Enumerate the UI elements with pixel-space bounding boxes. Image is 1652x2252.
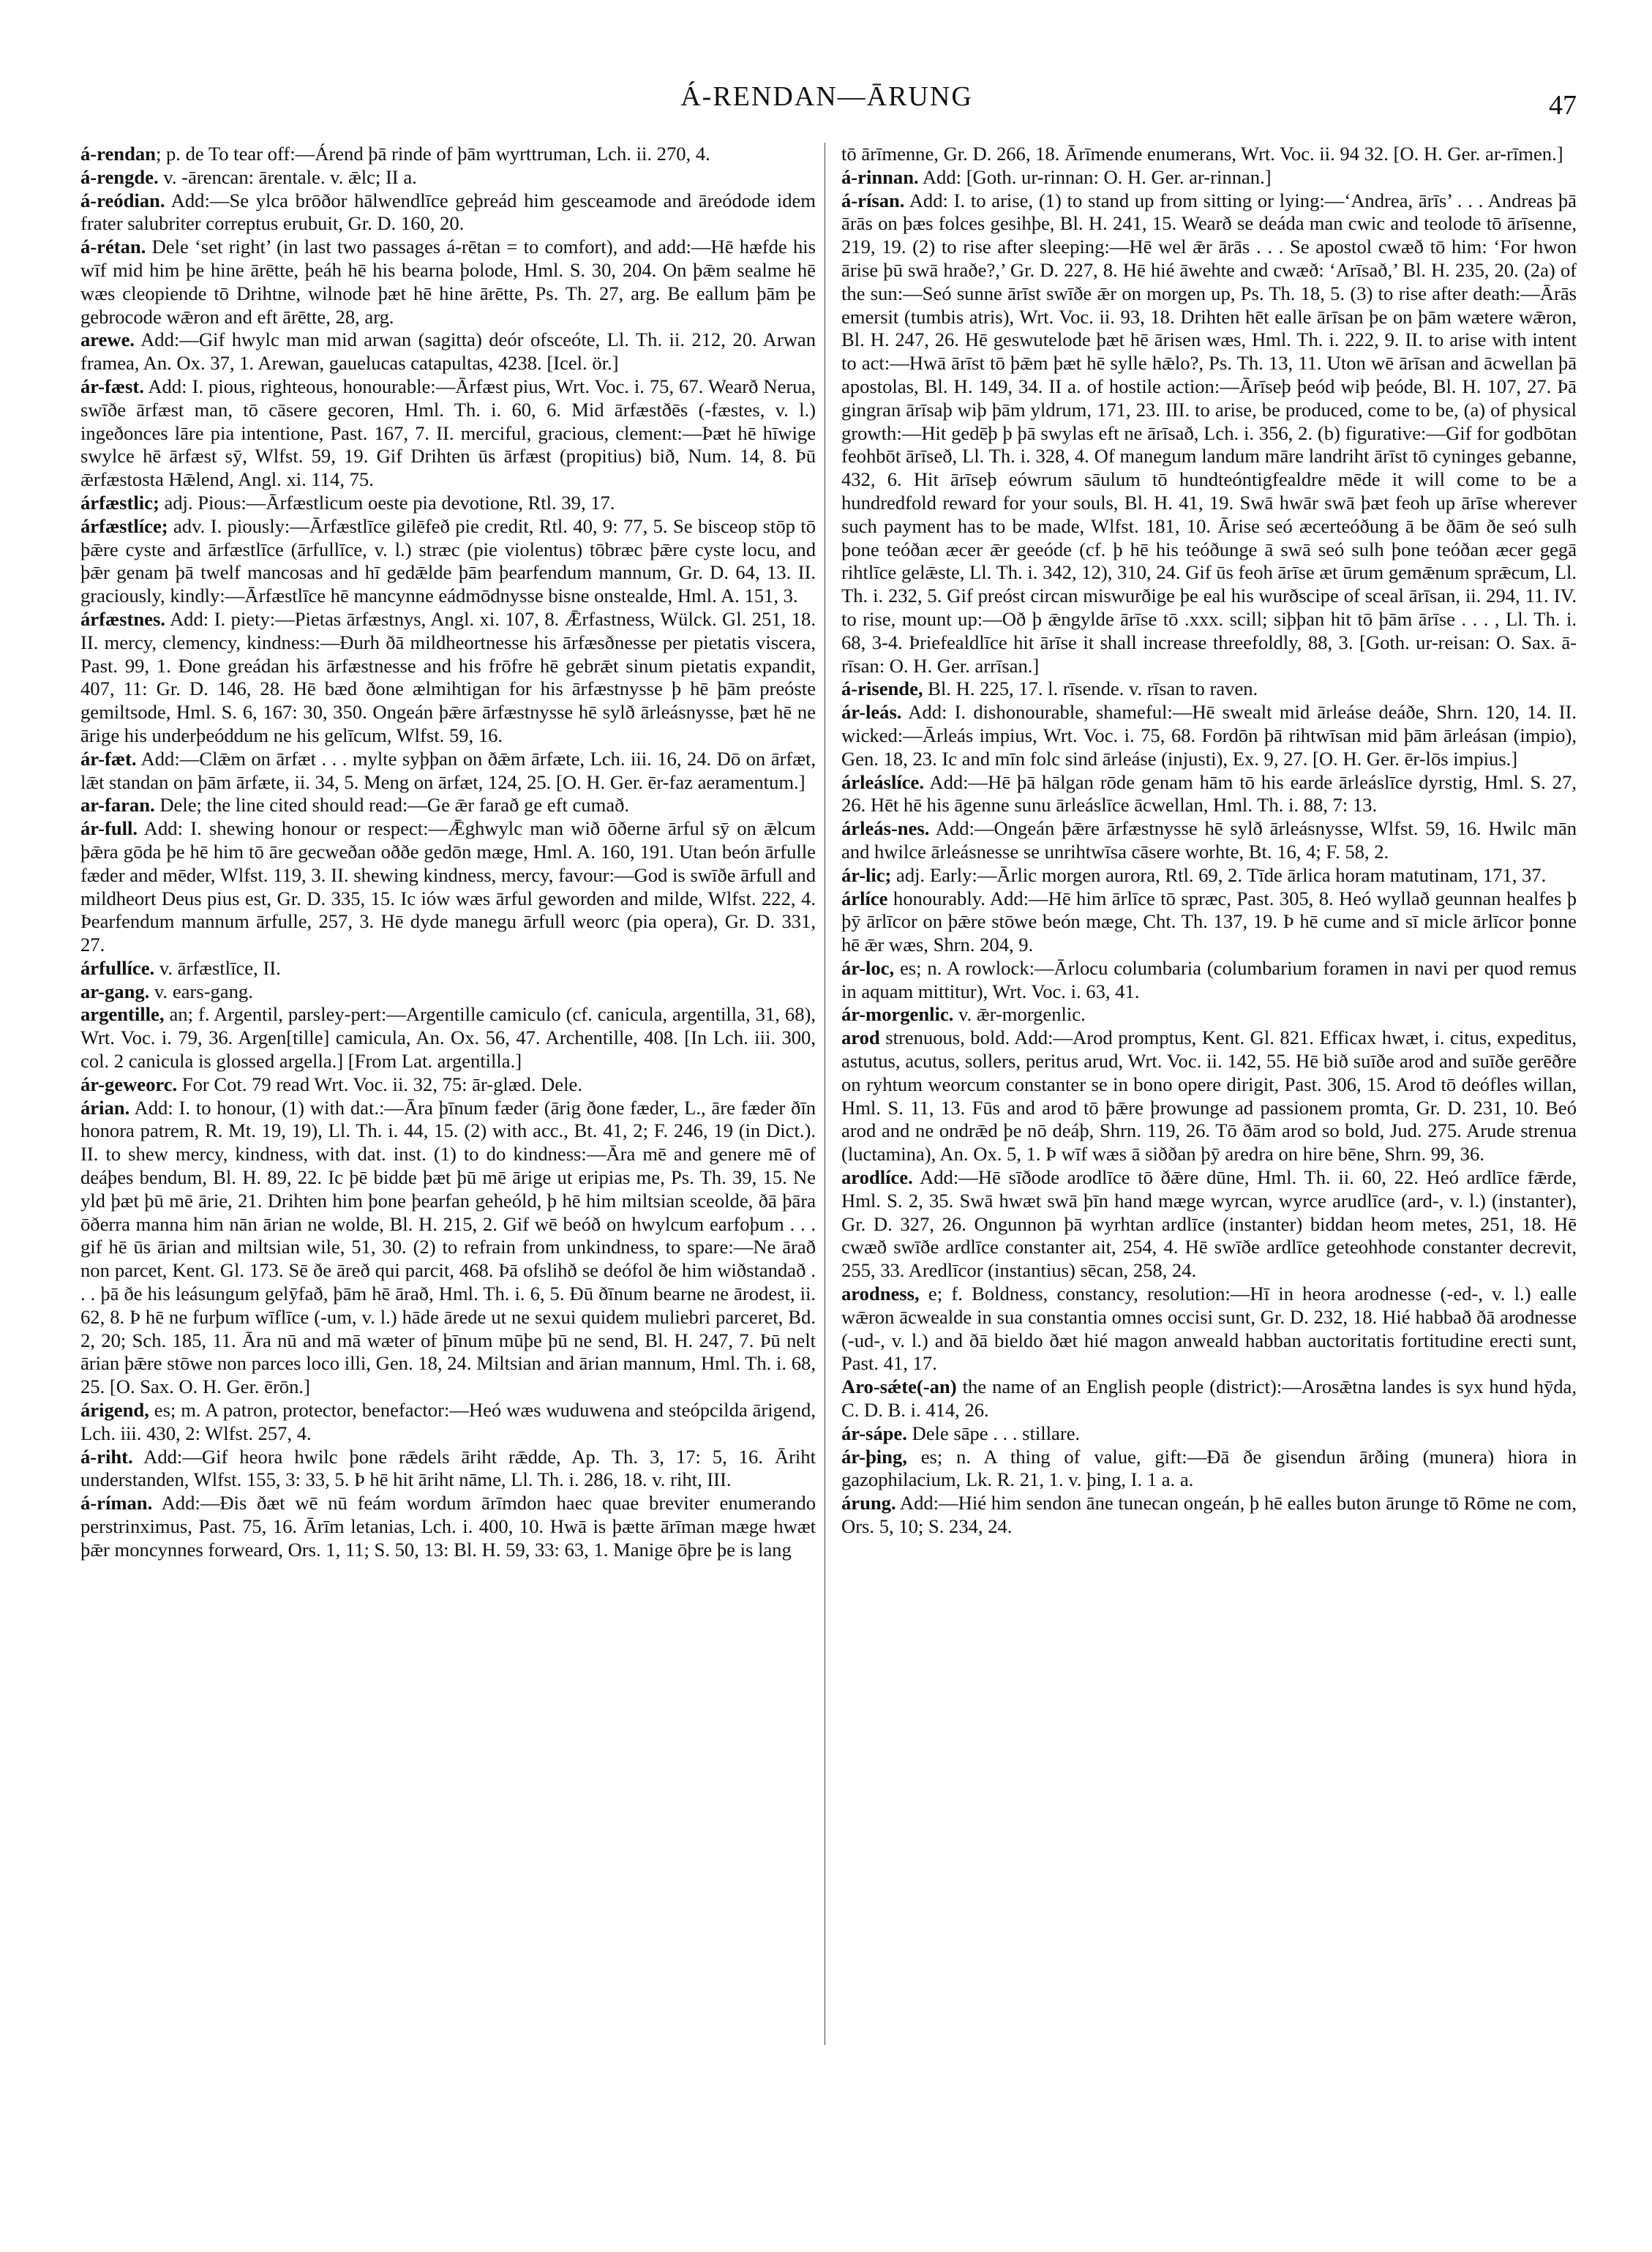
entry-text: Add: I. piety:—Pietas ārfæstnys, Angl. xi. 107, 8. Ǣrfastness, Wülck. Gl. 251, 18. II. mercy, clemency, kindness:—Ðurh ðā mildheortnesse his ārfæsðnesse per pietatis viscera, Past. 99, 1. Ðone greádan his ārfæstnesse and his frōfre hē gebrǣt sinum pietatis expandit, 407, 11: Gr. D. 146, 28. Hē bæd ðone ælmihtigan for his ārfæstnysse þ hē þām preóste gemiltsode, Hml. S. 6, 167: 30, 350. Ongeán þǣre ārfæstnysse hē sylð ārleásnysse, þæt hē ne ārige his underþeóddum ne his gelīcum, Wlfst. 59, 16.	[80, 607, 816, 746]
entry-headword: argentille,	[80, 1003, 165, 1026]
entry-text: Dele; the line cited should read:—Ge ǣr farað ge eft cumað.	[154, 794, 630, 817]
dictionary-entry	[841, 1166, 1577, 1283]
dictionary-entry	[841, 817, 1577, 864]
entry-headword: árleáslíce.	[841, 770, 924, 793]
entry-headword: á-rengde.	[80, 165, 159, 188]
entry-text: Dele sāpe . . . stillare.	[906, 1422, 1081, 1444]
entry-text: ; p. de To tear off:—Árend þā rinde of þām wyrttruman, Lch. ii. 270, 4.	[155, 143, 710, 165]
entry-headword: á-rendan	[80, 143, 156, 165]
entry-headword: árfæstlic;	[80, 491, 159, 514]
dictionary-entry	[80, 492, 816, 515]
entry-text: Add: I. dishonourable, shameful:—Hē swealt mid ārleáse deáðe, Shrn. 120, 14. II. wicked:—Ārleás impius, Wrt. Voc. i. 75, 68. Fordōn þā rihtwīsan mid þām ārleásan (impio), Gen. 18, 23. Ic and mīn folc sind ārleáse (injusti), Ex. 9, 27. [O. H. Ger. ēr-lōs impius.]	[841, 701, 1577, 770]
dictionary-entry	[80, 1492, 816, 1561]
entry-text: strenuous, bold. Add:—Arod promptus, Kent. Gl. 821. Efficax hwæt, i. citus, expeditus, astutus, acutus, sollers, peritus arud, Wrt. Voc. ii. 142, 55. Hē bið suīðe arod and suīðe gerēðre on ryhtum weorcum constanter se in bono opere dirigit, Past. 306, 15. Arod tō deófles willan, Hml. S. 11, 13. Fūs and arod tō þǣre þrowunge ad passionem promta, Gr. D. 231, 10. Beó arod and ne ondrǣd þe nō deáþ, Shrn. 119, 26. Tō ðām arod so bold, Jud. 275. Arude strenua (luctamina), An. Ox. 5, 1. Þ wīf wæs ā siððan þȳ aredra on hire bēne, Shrn. 99, 36.	[841, 1026, 1577, 1166]
entry-headword: árfullíce.	[80, 956, 155, 979]
dictionary-entry	[80, 1003, 816, 1073]
dictionary-entry	[841, 678, 1577, 701]
entry-headword: ár-sápe.	[841, 1422, 907, 1444]
dictionary-entry	[80, 1446, 816, 1493]
entry-headword: á-rísan.	[841, 189, 905, 211]
entry-text: Bl. H. 225, 17. l. rīsende. v. rīsan to raven.	[923, 678, 1258, 700]
entry-text: Add:—Hē sīðode arodlīce tō ðǣre dūne, Hml. Th. ii. 60, 22. Heó ardlīce fǣrde, Hml. S. 2, 35. Swā hwæt swā þīn hand mæge wyrcan, wyrce arudlīce (ard-, v. l.) (instanter), Gr. D. 327, 26. Ongunnon þā wyrhtan ardlīce (instanter) biddan heom metes, 251, 18. Hē cwæð swīðe ardlīce constanter ait, 254, 4. Hē swīðe ardlīce geteohhode constanter decrevit, 255, 33. Aredlīcor (instantius) sēcan, 258, 24.	[841, 1166, 1577, 1282]
entry-text: v. ears-gang.	[149, 980, 253, 1002]
dictionary-entry	[841, 1026, 1577, 1166]
dictionary-entry	[80, 980, 816, 1004]
entry-headword: ar-faran.	[80, 794, 155, 817]
entry-headword: á-rinnan.	[841, 165, 919, 188]
dictionary-entry	[841, 143, 1577, 166]
dictionary-entry	[841, 1283, 1577, 1375]
entry-headword: á-risende,	[841, 678, 923, 700]
entry-headword: á-ríman.	[80, 1492, 153, 1515]
entry-headword: ár-lic;	[841, 863, 892, 886]
entry-text: es; n. A thing of value, gift:—Ðā ðe gisendun ārðing (munera) hiora in gazophilacium, Lk. R. 21, 1. v. þing, I. 1 a. a.	[841, 1445, 1577, 1491]
entry-text: For Cot. 79 read Wrt. Voc. ii. 32, 75: ār-glæd. Dele.	[177, 1073, 583, 1095]
entry-text: Add:—Hē þā hālgan rōde genam hām tō his earde ārleáslīce dyrstig, Hml. S. 27, 26. Hēt hē his āgenne sunu ārleáslīce ācwellan, Hml. Th. i. 88, 7: 13.	[841, 770, 1577, 817]
dictionary-entry	[80, 817, 816, 957]
entry-text: adj. Early:—Ārlic morgen aurora, Rtl. 69, 2. Tīde ārlica horam matutinam, 171, 37.	[891, 863, 1547, 886]
dictionary-entry	[80, 329, 816, 375]
entry-text: Add:—Hié him sendon āne tunecan ongeán, þ hē ealles buton ārunge tō Rōme ne com, Ors. 5, 10; S. 234, 24.	[841, 1492, 1577, 1538]
right-column	[841, 143, 1577, 1539]
dictionary-entry	[841, 1492, 1577, 1539]
entry-headword: á-reódian.	[80, 189, 165, 211]
entry-headword: árung.	[841, 1492, 896, 1515]
entry-text: tō ārīmenne, Gr. D. 266, 18. Ārīmende enumerans, Wrt. Voc. ii. 94 32. [O. H. Ger. ar-rīmen.]	[841, 143, 1563, 165]
dictionary-entry	[841, 189, 1577, 678]
dictionary-entry	[80, 1399, 816, 1446]
entry-text: v. ǣr-morgenlic.	[953, 1003, 1086, 1026]
entry-headword: ár-fæt.	[80, 747, 137, 770]
dictionary-entry	[80, 1073, 816, 1097]
dictionary-entry	[80, 608, 816, 748]
dictionary-entry	[841, 1003, 1577, 1026]
dictionary-entry	[841, 864, 1577, 887]
running-title: Á-RENDAN—ĀRUNG	[680, 81, 973, 112]
entry-text: Add: I. shewing honour or respect:—Ǣghwylc man wið ōðerne ārful sȳ on ǣlcum þǣra gōda þe hē him tō āre gecweðan oððe gedōn mæge, Hml. A. 160, 191. Utan beón ārfulle fæder and mēder, Wlfst. 119, 3. II. shewing kindness, mercy, favour:—God is swīðe ārfull and mildheort Deus pius est, Gr. D. 335, 15. Ic iów wæs ārful geworden and milde, Wlfst. 222, 4. Þearfendum mannum ārfulle, 257, 3. Hē dyde manegu ārfull weorc (pia opera), Gr. D. 331, 27.	[80, 817, 816, 956]
entry-text: Add:—Clǣm on ārfæt . . . mylte syþþan on ðǣm ārfæte, Lch. iii. 16, 24. Dō on ārfæt, lǣt standan on þām ārfæte, ii. 34, 5. Meng on ārfæt, 124, 25. [O. H. Ger. ēr-faz aeramentum.]	[80, 747, 816, 793]
dictionary-entry	[80, 794, 816, 817]
entry-headword: árfæstlíce;	[80, 514, 168, 537]
dictionary-entry	[841, 166, 1577, 189]
entry-text: Add:—Ongeán þǣre ārfæstnysse hē sylð ārleásnysse, Wlfst. 59, 16. Hwilc mān and hwilce ārleásnesse se unrihtwīsa cāsere worhte, Bt. 16, 4; F. 58, 2.	[841, 817, 1577, 863]
entry-headword: árian.	[80, 1096, 130, 1119]
entry-headword: ár-morgenlic.	[841, 1003, 954, 1026]
dictionary-entry	[80, 957, 816, 980]
entry-headword: arodness,	[841, 1283, 920, 1305]
entry-text: Add:—Ðis ðæt wē nū feám wordum ārīmdon haec quae breviter enumerando perstrinximus, Past. 75, 16. Ārīm letanias, Lch. i. 400, 10. Hwā is þætte ārīman mæge hwæt þǣr moncynnes forweard, Ors. 1, 11; S. 50, 13: Bl. H. 59, 33: 63, 1. Manige ōþre þe is lang	[80, 1492, 816, 1561]
entry-headword: ár-leás.	[841, 701, 902, 724]
entry-headword: arod	[841, 1026, 880, 1049]
entry-text: Add: I. to arise, (1) to stand up from sitting or lying:—‘Andrea, ārīs’ . . . Andreas þā ārās on þæs folces gesihþe, Bl. H. 241, 15. Wearð se deáda man cwic and teolode tō ārīsenne, 219, 19. (2) to rise after sleeping:—Hē wel ǣr ārās . . . Se apostol cwæð tō him: ‘For hwon ārise þū swā hraðe?,’ Gr. D. 227, 8. Hē hié āwehte and cwæð: ‘Arīsað,’ Bl. H. 235, 20. (2a) of the sun:—Seó sunne ārīst swīðe ǣr on morgen up, Ps. Th. 18, 5. (3) to rise after death:—Ārās emersit (tumbis atris), Wrt. Voc. ii. 93, 18. Drihten hēt ealle ārīsan þe on þām wætere wǣron, Bl. H. 247, 26. Hē geswutelode þæt hē ārisen wæs, Hml. Th. i. 222, 9. II. to arise with intent to act:—Hwā ārīst tō þǣm þæt hē sylle hǣlo?, Ps. Th. 13, 11. Uton wē ārīsan and ācwellan þā apostolas, Bl. H. 149, 34. II a. of hostile action:—Ārīseþ þeód wiþ þeóde, Bl. H. 107, 27. Þā gingran ārīsaþ wiþ þām yldrum, 171, 23. III. to arise, be produced, come to be, (a) of physical growth:—Hit gedēþ þ þā swylas eft ne ārīsað, Lch. i. 356, 2. (b) figurative:—Gif for godbōtan feohbōt ārīseð, Ll. Th. i. 328, 4. Of manegum landum māre landriht ārīst tō cyninges gebanne, 432, 6. Hit ārīseþ eówrum sāulum tō hundteóntigfealdre mēde it will come to be a hundredfold reward for your souls, Bl. H. 41, 19. Swā hwār swā þæt feoh up ārīse wherever such payment has to be made, Wlfst. 181, 10. Ārise seó æcerteóðung ā be ðām ðe seó sulh þone teóðan æcer ǣr geeóde (cf. þ hē his teóðunge ā swā seó sulh þone teóðan æcer gegā rihtlīce gelǣste, Ll. Th. i. 342, 12), 310, 24. Gif ūs feoh ārīse æt ūrum gemǣnum sprǣcum, Ll. Th. i. 232, 5. Gif preóst circan miswurðige þe eal his wurðscipe of sceal ārīsan, ii. 294, 11. IV. to rise, mount up:—Oð þ ǣngylde ārīse tō .xxx. scill; siþþan hit tō þām ārīse . . . , Ll. Th. i. 68, 3-4. Þriefealdlīce hit ārīse it shall increase threefoldly, 88, 3. [Goth. ur-reisan: O. Sax. ā-rīsan: O. H. Ger. arrīsan.]	[841, 189, 1577, 677]
entry-headword: ar-gang.	[80, 980, 150, 1002]
dictionary-entry	[80, 189, 816, 236]
entry-text: v. -ārencan: ārentale. v. ǣlc; II a.	[158, 165, 417, 188]
left-column	[80, 143, 816, 1562]
dictionary-entry	[80, 1097, 816, 1399]
entry-headword: árleás-nes.	[841, 817, 930, 840]
entry-text: Add: I. pious, righteous, honourable:—Ārfæst pius, Wrt. Voc. i. 75, 67. Wearð Nerua, swīðe ārfæst man, tō cāsere gecoren, Hml. Th. i. 60, 6. Mid ārfæstðēs (-fæstes, v. l.) ingeðonces lāre pia intentione, Past. 167, 7. II. merciful, gracious, clement:—Þæt hē hīwige swylce hē ārfæst sȳ, Wlfst. 59, 19. Gif Drihten ūs ārfæst (propitius) bið, Num. 14, 8. Þū ǣrfæstosta Hǣlend, Angl. xi. 114, 75.	[80, 375, 816, 491]
entry-headword: árigend,	[80, 1399, 149, 1422]
dictionary-entry	[841, 701, 1577, 770]
entry-text: the name of an English people (district):—Arosǣtna landes is syx hund hȳda, C. D. B. i. 414, 26.	[841, 1375, 1577, 1422]
dictionary-entry	[80, 515, 816, 608]
entry-text: Add:—Gif hwylc man mid arwan (sagitta) deór ofsceóte, Ll. Th. ii. 212, 20. Arwan framea, An. Ox. 37, 1. Arewan, gauelucas catapultas, 4238. [Icel. ör.]	[80, 329, 816, 375]
dictionary-entry	[841, 1375, 1577, 1422]
dictionary-entry	[841, 1446, 1577, 1493]
entry-text: Add:—Se ylca brōðor hālwendlīce geþreád him gesceamode and āreódode idem frater salubriter correptus erubuit, Gr. D. 160, 20.	[80, 189, 816, 235]
entry-headword: á-riht.	[80, 1445, 133, 1468]
entry-text: v. ārfæstlīce, II.	[154, 956, 281, 979]
dictionary-entry	[80, 236, 816, 329]
page-header	[77, 80, 1577, 124]
dictionary-entry	[80, 143, 816, 166]
dictionary-entry	[80, 166, 816, 189]
entry-headword: ár-fæst.	[80, 375, 144, 397]
entry-headword: ár-þing,	[841, 1445, 907, 1468]
entry-headword: á-rétan.	[80, 236, 146, 258]
entry-text: es; m. A patron, protector, benefactor:—Heó wæs wuduwena and steópcilda ārigend, Lch. iii. 430, 2: Wlfst. 257, 4.	[80, 1399, 816, 1444]
entry-text: an; f. Argentil, parsley-pert:—Argentille camiculo (cf. canicula, argentilla, 31, 68), Wrt. Voc. i. 79, 36. Argen[tille] camicula, An. Ox. 56, 47. Archentille, 408. [In Lch. iii. 300, col. 2 canicula is glossed argella.] [From Lat. argentilla.]	[80, 1003, 816, 1073]
entry-text: adj. Pious:—Ārfæstlicum oeste pia devotione, Rtl. 39, 17.	[159, 491, 615, 514]
entry-headword: arewe.	[80, 329, 135, 351]
dictionary-entry	[841, 771, 1577, 818]
entry-headword: árlíce	[841, 887, 888, 909]
dictionary-entry	[841, 957, 1577, 1004]
dictionary-entry	[841, 1422, 1577, 1446]
dictionary-entry	[80, 748, 816, 795]
entry-text: es; n. A rowlock:—Ārlocu columbaria (columbarium foramen in navi per quod remus in aquam mittitur), Wrt. Voc. i. 63, 41.	[841, 956, 1577, 1002]
entry-text: honourably. Add:—Hē him ārlīce tō spræc, Past. 305, 8. Heó wyllað geunnan healfes þ þȳ ārlīcor on þǣre stōwe beón mæge, Cht. Th. 137, 19. Þ hē cume and sī micle ārlīcor þonne hē ǣr wæs, Shrn. 204, 9.	[841, 887, 1577, 956]
entry-headword: Aro-sǽte(-an)	[841, 1375, 957, 1398]
entry-headword: árfæstnes.	[80, 607, 165, 630]
page-number: 47	[1549, 90, 1577, 121]
entry-headword: ár-full.	[80, 817, 138, 840]
entry-text: Add: [Goth. ur-rinnan: O. H. Ger. ar-rinnan.]	[918, 165, 1272, 188]
dictionary-entry	[80, 375, 816, 492]
entry-headword: arodlíce.	[841, 1166, 913, 1189]
entry-text: Dele ‘set right’ (in last two passages á-rētan = to comfort), and add:—Hē hæfde his wīf mid him þe hine ārētte, þeáh hē his bearna þolode, Hml. S. 30, 204. On þǣm sealme hē wæs cleopiende tō Drihtne, wilnode þæt hē hine ārētte, Ps. Th. 27, arg. Be eallum þām þe gebrocode wǣron and eft ārētte, 28, arg.	[80, 236, 816, 328]
entry-headword: ár-geweorc.	[80, 1073, 178, 1095]
entry-text: Add: I. to honour, (1) with dat.:—Āra þīnum fæder (ārig ðone fæder, L., āre fæder ðīn honora patrem, R. Mt. 19, 19), Ll. Th. i. 44, 15. (2) with acc., Bt. 41, 2; F. 246, 19 (in Dict.). II. to shew mercy, kindness, with dat. inst. (1) to do kindness:—Āra mē and genere mē of deáþes bendum, Bl. H. 89, 22. Ic þē bidde þæt þū mē ārige ut eripias me, Ps. Th. 39, 15. Ne yld þæt þū mē ārie, 21. Drihten him þone þearfan geheóld, þ hē him miltsian sceolde, ðā þāra ōðerra manna him nān ārian ne wolde, Bl. H. 215, 2. Gif wē beóð on hwylcum earfoþum . . . gif hē ūs ārian and miltsian wile, 51, 30. (2) to refrain from unkindness, to spare:—Ne ārað non parcet, Kent. Gl. 173. Sē ðe āreð qui parcit, 468. Þā ofslihð se deófol ðe him wiðstandað . . . þā ðe his leásungum gelȳfað, þām hē ārað, Hml. Th. i. 6, 5. Ðū ðīnum bearne ne ārodest, ii. 62, 8. Þ hē ne furþum wīflīce (-um, v. l.) hāde ārede ut ne sexui quidem muliebri parceret, Bd. 2, 20; Sch. 185, 11. Āra nū and mā wæter of þīnum mūþe þū ne send, Bl. H. 247, 7. Þū nelt ārian þǣre stōwe non parces loco illi, Gen. 18, 24. Miltsian and ārian mannum, Hml. Th. i. 68, 25. [O. Sax. O. H. Ger. ērōn.]	[80, 1096, 816, 1398]
entry-text: e; f. Boldness, constancy, resolution:—Hī in heora arodnesse (-ed-, v. l.) ealle wǣron ācwealde in sua constantia omnes occisi sunt, Gr. D. 232, 18. Hié habbað ðā arodnesse (-ud-, v. l.) and ðā bieldo ðæt hié magon anweald habban auctoritatis fortitudine erecti sunt, Past. 41, 17.	[841, 1283, 1577, 1375]
entry-text: Add:—Gif heora hwilc þone rǣdels āriht rǣdde, Ap. Th. 3, 17: 5, 16. Āriht understanden, Wlfst. 155, 3: 33, 5. Þ hē hit āriht nāme, Ll. Th. i. 286, 18. v. riht, III.	[80, 1445, 816, 1491]
entry-headword: ár-loc,	[841, 956, 895, 979]
dictionary-entry	[841, 887, 1577, 957]
entry-text: adv. I. piously:—Ārfæstlīce gilēfeð pie credit, Rtl. 40, 9: 77, 5. Se bisceop stōp tō þǣre cyste and ārfæstlīce (ārfullīce, v. l.) stræc (pie violentus) tōbræc þǣre cyste locu, and þǣr genam þā twelf mancosas and hī gedǣlde þām þearfendum mannum, Gr. D. 64, 13. II. graciously, kindly:—Ārfæstlīce hē mancynne eádmōdnysse bisne onstealde, Hml. A. 151, 3.	[80, 514, 816, 607]
